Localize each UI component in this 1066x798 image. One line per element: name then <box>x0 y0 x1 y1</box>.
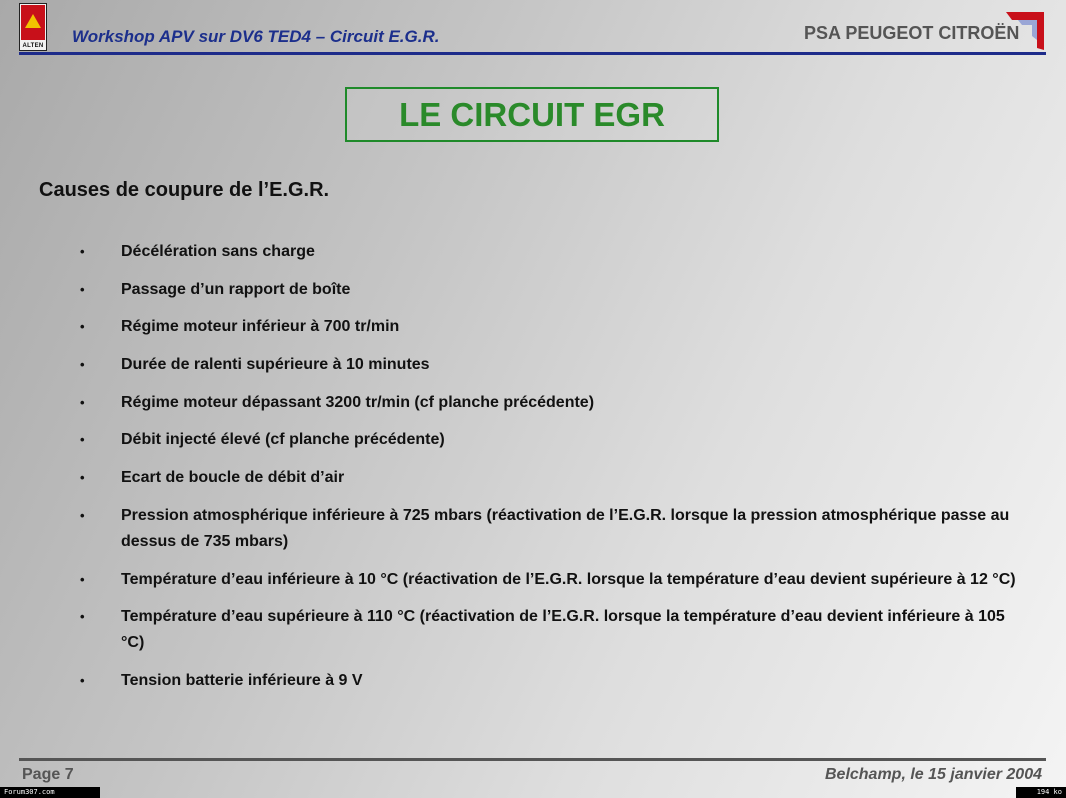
watermark-right: 194 ko <box>1016 787 1066 798</box>
psa-company-name: PSA PEUGEOT CITROËN <box>804 23 1020 43</box>
list-item <box>80 277 1030 303</box>
bullet-icon: • <box>80 357 85 373</box>
list-item-text: Pression atmosphérique inférieure à 725 mbars (réactivation de l’E.G.R. lorsque la pression atmosphérique passe au dessus de 735 mbars) <box>121 506 1010 550</box>
list-item <box>80 503 1030 555</box>
bullet-icon: • <box>80 244 85 259</box>
list-item <box>80 352 1030 378</box>
bullet-icon: • <box>80 319 85 335</box>
list-item <box>80 314 1030 340</box>
list-item-text: Régime moteur inférieur à 700 tr/min <box>121 318 400 336</box>
slide-title-box <box>345 87 719 142</box>
alten-logo-text: ALTEN <box>22 43 44 49</box>
psa-logo-icon <box>1004 12 1044 50</box>
page-number: Page 7 <box>22 766 74 783</box>
list-item <box>80 567 1030 593</box>
bullet-icon: • <box>80 281 85 297</box>
bullet-icon: • <box>80 507 85 523</box>
list-item-text: Décélération sans charge <box>121 243 315 260</box>
watermark-left: Forum307.com <box>0 787 100 798</box>
list-item-text: Température d’eau supérieure à 110 °C (réactivation de l’E.G.R. lorsque la température d’eau devient inférieure à 105 °C) <box>121 608 1005 652</box>
bullet-icon: • <box>80 571 85 587</box>
alten-logo <box>19 3 47 51</box>
list-item-text: Tension batterie inférieure à 9 V <box>121 671 363 689</box>
list-item <box>80 427 1030 453</box>
list-item-text: Durée de ralenti supérieure à 10 minutes <box>121 356 430 374</box>
header-divider <box>19 52 1046 55</box>
list-item-text: Ecart de boucle de débit d’air <box>121 469 345 487</box>
list-item-text: Température d’eau inférieure à 10 °C (réactivation de l’E.G.R. lorsque la température d’eau devient supérieure à 12 °C) <box>121 570 1016 588</box>
footer-divider <box>19 758 1046 761</box>
footer-date: Belchamp, le 15 janvier 2004 <box>824 766 1042 783</box>
list-item-text: Débit injecté élevé (cf planche précédente) <box>121 431 445 449</box>
list-item <box>80 239 1030 265</box>
bullet-icon: • <box>80 432 85 448</box>
slide-title: LE CIRCUIT EGR <box>399 96 665 133</box>
list-item <box>80 465 1030 491</box>
bullet-icon: • <box>80 394 85 410</box>
causes-list <box>80 239 1030 706</box>
list-item <box>80 604 1030 656</box>
alten-logo-icon <box>21 5 45 40</box>
list-item-text: Passage d’un rapport de boîte <box>121 280 351 298</box>
bullet-icon: • <box>80 609 85 625</box>
slide-subtitle: Causes de coupure de l’E.G.R. <box>39 179 330 201</box>
list-item-text: Régime moteur dépassant 3200 tr/min (cf planche précédente) <box>121 393 595 411</box>
bullet-icon: • <box>80 672 85 688</box>
list-item <box>80 668 1030 694</box>
header-title: Workshop APV sur DV6 TED4 – Circuit E.G.R. <box>72 27 440 46</box>
list-item <box>80 390 1030 416</box>
bullet-icon: • <box>80 470 85 486</box>
